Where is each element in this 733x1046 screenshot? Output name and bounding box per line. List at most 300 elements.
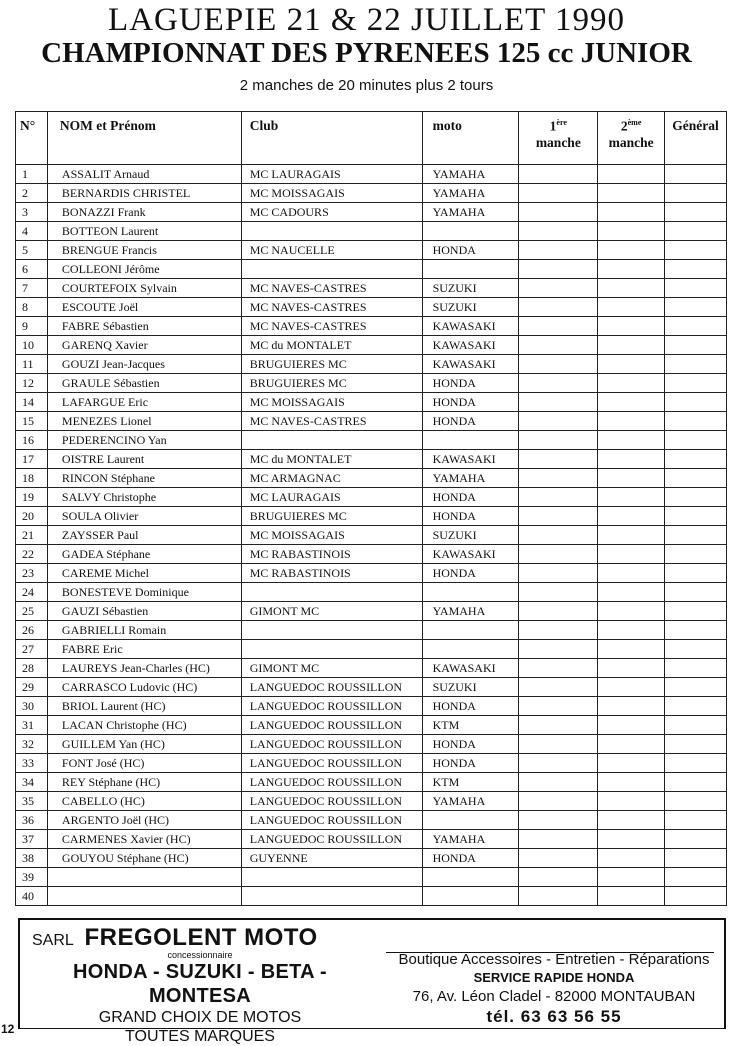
entry-number: 2 [16,184,48,203]
table-row [16,374,727,393]
entry-manche-2 [598,773,665,792]
col-header-manche-2 [598,112,665,165]
entry-manche-1 [519,564,598,583]
entry-name: REY Stéphane (HC) [47,773,241,792]
entry-moto: YAMAHA [422,830,519,849]
championship-title: CHAMPIONNAT DES PYRENEES 125 cc JUNIOR [41,37,692,69]
entry-name: CARMENES Xavier (HC) [47,830,241,849]
entry-club: MC NAUCELLE [241,241,422,260]
entry-name: GOUYOU Stéphane (HC) [47,849,241,868]
entry-general [665,260,727,279]
col-header-manche-1 [519,112,598,165]
entry-manche-2 [598,260,665,279]
entry-moto [422,887,519,906]
table-row [16,412,727,431]
entry-manche-2 [598,431,665,450]
entry-manche-2 [598,222,665,241]
table-row [16,754,727,773]
entry-manche-1 [519,583,598,602]
entry-club: MC CADOURS [241,203,422,222]
entry-manche-1 [519,165,598,184]
entry-name: GUILLEM Yan (HC) [47,735,241,754]
entry-name: GOUZI Jean-Jacques [47,355,241,374]
entry-manche-2 [598,165,665,184]
entry-manche-2 [598,488,665,507]
entry-moto: HONDA [422,735,519,754]
table-row [16,336,727,355]
entry-club [241,640,422,659]
entry-moto: KAWASAKI [422,545,519,564]
entry-general [665,716,727,735]
entry-general [665,887,727,906]
entry-general [665,735,727,754]
entry-name: BONESTEVE Dominique [47,583,241,602]
entry-manche-2 [598,849,665,868]
entry-club: GIMONT MC [241,659,422,678]
entry-general [665,754,727,773]
entry-moto: KTM [422,773,519,792]
entry-number: 34 [16,773,48,792]
entry-manche-2 [598,469,665,488]
table-row [16,203,727,222]
entry-manche-1 [519,241,598,260]
entry-number: 26 [16,621,48,640]
entry-manche-2 [598,811,665,830]
entry-moto: YAMAHA [422,184,519,203]
entry-manche-1 [519,697,598,716]
entry-name [47,868,241,887]
entry-name: ASSALIT Arnaud [47,165,241,184]
entry-manche-1 [519,412,598,431]
entry-number: 22 [16,545,48,564]
entry-number: 27 [16,640,48,659]
entry-manche-2 [598,659,665,678]
entry-name: SOULA Olivier [47,507,241,526]
entry-moto: HONDA [422,697,519,716]
entry-manche-1 [519,431,598,450]
entry-name: OISTRE Laurent [47,450,241,469]
table-row [16,849,727,868]
entry-manche-1 [519,754,598,773]
entry-general [665,621,727,640]
entry-number: 14 [16,393,48,412]
entry-general [665,469,727,488]
entry-manche-1 [519,374,598,393]
entry-name: RINCON Stéphane [47,469,241,488]
table-row [16,450,727,469]
entry-manche-2 [598,583,665,602]
entry-manche-1 [519,640,598,659]
table-row [16,640,727,659]
entry-manche-2 [598,830,665,849]
entry-moto: YAMAHA [422,602,519,621]
table-row [16,526,727,545]
table-row [16,678,727,697]
ad-service-rapide: SERVICE RAPIDE HONDA [473,970,635,985]
ad-address: 76, Av. Léon Cladel - 82000 MONTAUBAN [412,988,696,1005]
entry-moto: HONDA [422,241,519,260]
entry-number: 39 [16,868,48,887]
ad-choix-line-1: GRAND CHOIX DE MOTOS [98,1009,302,1026]
entry-number: 30 [16,697,48,716]
table-row [16,792,727,811]
entry-number: 9 [16,317,48,336]
manche-1-label: manche [535,134,581,150]
entry-manche-1 [519,469,598,488]
entry-manche-2 [598,203,665,222]
ad-phone: tél. 63 63 56 55 [486,1007,622,1026]
entry-number: 36 [16,811,48,830]
entry-manche-2 [598,336,665,355]
ad-services: Boutique Accessoires - Entretien - Réparations [398,951,710,968]
entry-manche-2 [598,754,665,773]
entry-number: 28 [16,659,48,678]
entry-name: CABELLO (HC) [47,792,241,811]
entry-club: MC du MONTALET [241,450,422,469]
col-header-moto: moto [422,112,519,165]
entry-number: 37 [16,830,48,849]
entry-name: FABRE Sébastien [47,317,241,336]
entry-club: MC NAVES-CASTRES [241,412,422,431]
entry-number: 35 [16,792,48,811]
entry-name: BONAZZI Frank [47,203,241,222]
entry-moto: HONDA [422,849,519,868]
entry-moto: SUZUKI [422,279,519,298]
entry-moto: KTM [422,716,519,735]
entry-number: 3 [16,203,48,222]
entry-moto [422,811,519,830]
entry-name: LAFARGUE Eric [47,393,241,412]
entry-club: LANGUEDOC ROUSSILLON [241,754,422,773]
entry-name: GABRIELLI Romain [47,621,241,640]
entry-general [665,583,727,602]
entry-moto: KAWASAKI [422,317,519,336]
ad-choix-line-2: TOUTES MARQUES [125,1028,275,1045]
entry-manche-1 [519,507,598,526]
entry-general [665,564,727,583]
entry-general [665,184,727,203]
entry-manche-1 [519,336,598,355]
entry-general [665,811,727,830]
entry-moto: KAWASAKI [422,450,519,469]
entry-manche-2 [598,298,665,317]
entry-general [665,279,727,298]
entry-number: 15 [16,412,48,431]
entry-manche-1 [519,716,598,735]
entry-club: LANGUEDOC ROUSSILLON [241,830,422,849]
entry-manche-1 [519,792,598,811]
page-number: 12 [1,1022,15,1036]
table-row [16,184,727,203]
table-row [16,507,727,526]
entry-moto: KAWASAKI [422,659,519,678]
entry-club: BRUGUIERES MC [241,374,422,393]
entry-moto: YAMAHA [422,165,519,184]
entry-manche-1 [519,355,598,374]
entry-manche-1 [519,317,598,336]
entry-club [241,887,422,906]
table-row [16,279,727,298]
manche-2-number: 2 [620,118,628,134]
entry-club: MC ARMAGNAC [241,469,422,488]
entry-general [665,545,727,564]
entry-club: LANGUEDOC ROUSSILLON [241,792,422,811]
table-row [16,393,727,412]
entry-moto [422,868,519,887]
entry-manche-2 [598,184,665,203]
entry-club [241,431,422,450]
entry-general [665,336,727,355]
entry-club: MC LAURAGAIS [241,165,422,184]
table-row [16,488,727,507]
entry-moto: SUZUKI [422,678,519,697]
entry-club: MC NAVES-CASTRES [241,317,422,336]
entry-club: LANGUEDOC ROUSSILLON [241,697,422,716]
entry-moto: YAMAHA [422,203,519,222]
entry-moto: HONDA [422,393,519,412]
entry-moto: HONDA [422,412,519,431]
col-header-num: N° [16,112,48,165]
entry-number: 16 [16,431,48,450]
entry-manche-2 [598,279,665,298]
table-row [16,260,727,279]
table-row [16,241,727,260]
entry-manche-1 [519,735,598,754]
entry-number: 38 [16,849,48,868]
entry-moto: HONDA [422,374,519,393]
entry-general [665,773,727,792]
entry-name: LACAN Christophe (HC) [47,716,241,735]
table-row [16,583,727,602]
table-row [16,165,727,184]
table-row [16,621,727,640]
table-row [16,773,727,792]
entry-manche-2 [598,450,665,469]
entry-club: LANGUEDOC ROUSSILLON [241,811,422,830]
entry-general [665,849,727,868]
entry-number: 7 [16,279,48,298]
entry-moto: KAWASAKI [422,336,519,355]
entry-general [665,488,727,507]
entry-general [665,792,727,811]
race-format-note: 2 manches de 20 minutes plus 2 tours [239,77,494,94]
entry-number: 4 [16,222,48,241]
entry-number: 12 [16,374,48,393]
entry-number: 25 [16,602,48,621]
entry-name: BERNARDIS CHRISTEL [47,184,241,203]
entry-general [665,678,727,697]
entry-manche-2 [598,507,665,526]
entry-number: 17 [16,450,48,469]
entry-number: 32 [16,735,48,754]
entry-manche-1 [519,184,598,203]
table-row [16,697,727,716]
table-row [16,469,727,488]
entry-manche-1 [519,621,598,640]
entry-club [241,222,422,241]
entry-manche-1 [519,678,598,697]
entry-manche-2 [598,602,665,621]
entry-name: CARRASCO Ludovic (HC) [47,678,241,697]
entry-rows [16,165,727,906]
entry-club [241,260,422,279]
table-row [16,222,727,241]
entry-name: GAUZI Sébastien [47,602,241,621]
entry-club: LANGUEDOC ROUSSILLON [241,716,422,735]
entry-general [665,830,727,849]
table-row [16,564,727,583]
entry-club: LANGUEDOC ROUSSILLON [241,735,422,754]
entry-club: MC NAVES-CASTRES [241,279,422,298]
ad-right-block [380,950,728,1028]
entry-general [665,412,727,431]
entry-name: GRAULE Sébastien [47,374,241,393]
dealer-advertisement [18,918,726,1045]
manche-1-suffix: ère [556,118,567,127]
entry-name: BRIOL Laurent (HC) [47,697,241,716]
entry-number: 5 [16,241,48,260]
entry-club: MC RABASTINOIS [241,564,422,583]
entry-number: 24 [16,583,48,602]
page-title: LAGUEPIE 21 & 22 JUILLET 1990 [108,2,625,38]
entry-name: PEDERENCINO Yan [47,431,241,450]
entry-manche-1 [519,526,598,545]
entry-general [665,868,727,887]
table-row [16,602,727,621]
entry-manche-2 [598,887,665,906]
entry-number: 6 [16,260,48,279]
entry-moto: KAWASAKI [422,355,519,374]
entry-club: MC MOISSAGAIS [241,526,422,545]
entry-general [665,526,727,545]
ad-concessionnaire: concessionnaire [167,950,233,960]
entry-manche-2 [598,241,665,260]
entry-club: MC LAURAGAIS [241,488,422,507]
entry-name: ESCOUTE Joël [47,298,241,317]
entry-manche-1 [519,868,598,887]
entry-moto [422,222,519,241]
entry-number: 1 [16,165,48,184]
entry-manche-2 [598,640,665,659]
entry-moto: SUZUKI [422,298,519,317]
entry-number: 40 [16,887,48,906]
entry-manche-1 [519,260,598,279]
entry-number: 31 [16,716,48,735]
entry-general [665,241,727,260]
entry-manche-2 [598,355,665,374]
table-row [16,868,727,887]
entry-moto: YAMAHA [422,792,519,811]
entry-manche-1 [519,659,598,678]
entry-general [665,640,727,659]
entry-manche-2 [598,621,665,640]
entry-manche-1 [519,545,598,564]
entry-club [241,868,422,887]
entry-general [665,203,727,222]
entry-general [665,659,727,678]
entry-manche-1 [519,222,598,241]
entry-club [241,583,422,602]
entry-manche-1 [519,488,598,507]
entry-general [665,697,727,716]
manche-2-suffix: ème [627,118,642,127]
entry-number: 11 [16,355,48,374]
entry-name: COURTEFOIX Sylvain [47,279,241,298]
entry-moto: HONDA [422,754,519,773]
entry-name: ARGENTO Joël (HC) [47,811,241,830]
entry-general [665,165,727,184]
col-header-club: Club [241,112,422,165]
entry-moto [422,583,519,602]
entry-general [665,450,727,469]
entry-manche-2 [598,868,665,887]
entry-general [665,602,727,621]
entry-club: MC MOISSAGAIS [241,184,422,203]
ad-left-block [20,950,380,1046]
entry-club: BRUGUIERES MC [241,507,422,526]
ad-brand: FREGOLENT MOTO [84,924,318,951]
entry-name: BOTTEON Laurent [47,222,241,241]
entry-name: LAUREYS Jean-Charles (HC) [47,659,241,678]
table-row [16,659,727,678]
entry-number: 23 [16,564,48,583]
entry-name: GARENQ Xavier [47,336,241,355]
col-header-name: NOM et Prénom [47,112,241,165]
entry-general [665,374,727,393]
entry-manche-2 [598,526,665,545]
entry-moto [422,640,519,659]
entry-club: MC NAVES-CASTRES [241,298,422,317]
entry-general [665,222,727,241]
entry-name: GADEA Stéphane [47,545,241,564]
entry-club: LANGUEDOC ROUSSILLON [241,678,422,697]
entry-number: 21 [16,526,48,545]
entry-general [665,431,727,450]
entry-number: 33 [16,754,48,773]
entry-number: 19 [16,488,48,507]
entry-manche-1 [519,849,598,868]
entry-number: 29 [16,678,48,697]
entry-manche-2 [598,393,665,412]
entry-general [665,507,727,526]
entry-list-table [15,111,727,906]
entry-club: MC du MONTALET [241,336,422,355]
entry-name: CAREME Michel [47,564,241,583]
entry-name: FONT José (HC) [47,754,241,773]
entry-name: COLLEONI Jérôme [47,260,241,279]
entry-club: MC RABASTINOIS [241,545,422,564]
entry-manche-1 [519,887,598,906]
entry-manche-2 [598,317,665,336]
col-header-general: Général [665,112,727,165]
entry-number: 20 [16,507,48,526]
entry-moto: SUZUKI [422,526,519,545]
entry-number: 18 [16,469,48,488]
entry-general [665,298,727,317]
table-row [16,716,727,735]
entry-name: BRENGUE Francis [47,241,241,260]
entry-manche-2 [598,792,665,811]
entry-club: GIMONT MC [241,602,422,621]
entry-name: MENEZES Lionel [47,412,241,431]
entry-manche-2 [598,716,665,735]
entry-manche-1 [519,830,598,849]
manche-2-label: manche [608,134,654,150]
entry-name: FABRE Eric [47,640,241,659]
table-row [16,298,727,317]
entry-moto: HONDA [422,564,519,583]
entry-manche-1 [519,203,598,222]
